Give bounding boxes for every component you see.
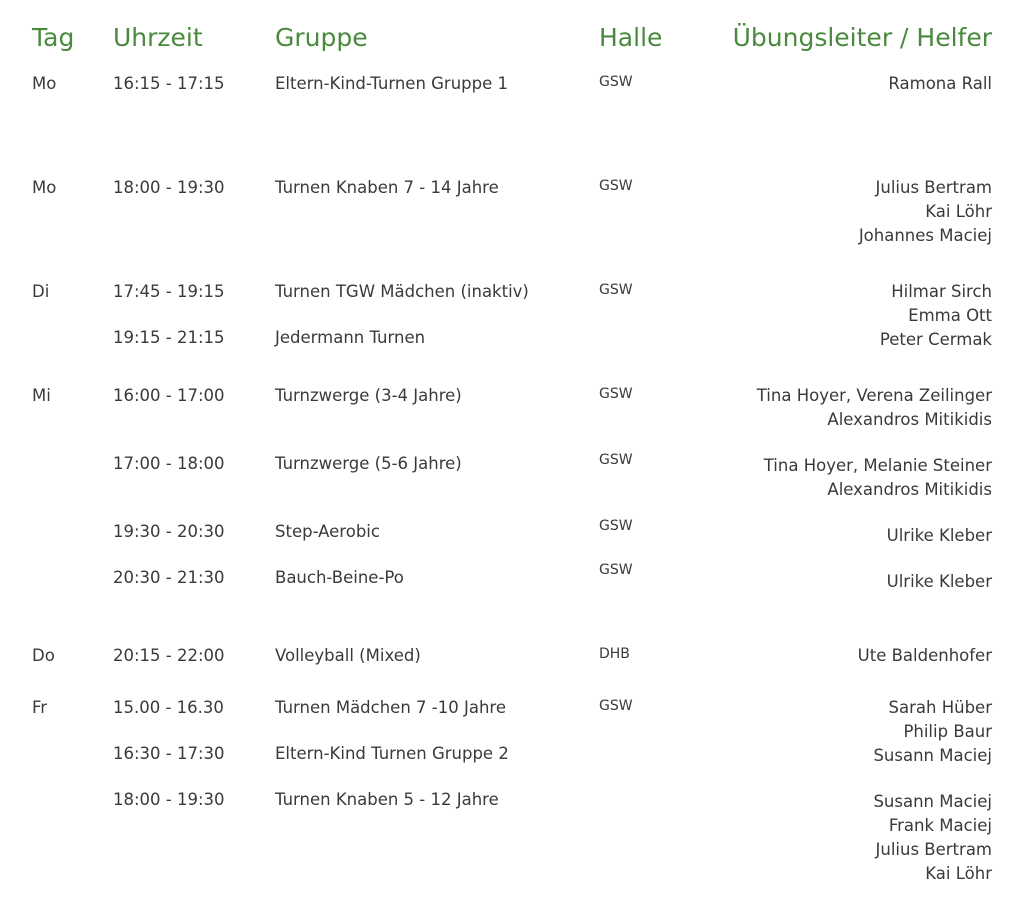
leiter-name: Julius Bertram (875, 840, 992, 859)
row-gruppe: Volleyball (Mixed) (275, 646, 421, 665)
row-uhrzeit: 15.00 - 16.30 (113, 698, 224, 717)
row-uhrzeit: 16:15 - 17:15 (113, 74, 225, 93)
leiter-name: Susann Maciej (873, 746, 992, 765)
leiter-name: Peter Cermak (879, 330, 992, 349)
row-gruppe: Turnzwerge (3-4 Jahre) (275, 386, 462, 405)
leiter-name: Frank Maciej (888, 816, 992, 835)
row-halle: GSW (599, 386, 633, 402)
row-uhrzeit: 20:30 - 21:30 (113, 568, 225, 587)
row-uhrzeit: 17:45 - 19:15 (113, 282, 225, 301)
column-header-leiter: Übungsleiter / Helfer (732, 23, 992, 52)
leiter-name: Kai Löhr (925, 202, 992, 221)
row-tag: Do (32, 646, 55, 665)
leiter-name: Ulrike Kleber (886, 572, 992, 591)
column-header-halle: Halle (599, 23, 663, 52)
row-uhrzeit: 18:00 - 19:30 (113, 790, 225, 809)
row-uhrzeit: 16:00 - 17:00 (113, 386, 225, 405)
row-halle: GSW (599, 282, 633, 298)
leiter-name: Sarah Hüber (888, 698, 992, 717)
leiter-name: Hilmar Sirch (891, 282, 992, 301)
row-tag: Di (32, 282, 50, 301)
leiter-name: Emma Ott (908, 306, 992, 325)
row-gruppe: Step-Aerobic (275, 522, 380, 541)
row-gruppe: Turnen Knaben 5 - 12 Jahre (275, 790, 499, 809)
row-uhrzeit: 17:00 - 18:00 (113, 454, 225, 473)
leiter-name: Alexandros Mitikidis (827, 410, 992, 429)
row-gruppe: Turnzwerge (5-6 Jahre) (275, 454, 462, 473)
row-uhrzeit: 19:15 - 21:15 (113, 328, 225, 347)
row-uhrzeit: 18:00 - 19:30 (113, 178, 225, 197)
row-uhrzeit: 20:15 - 22:00 (113, 646, 225, 665)
leiter-name: Philip Baur (903, 722, 992, 741)
row-gruppe: Turnen Mädchen 7 -10 Jahre (275, 698, 506, 717)
row-halle: GSW (599, 74, 633, 90)
row-uhrzeit: 16:30 - 17:30 (113, 744, 225, 763)
leiter-name: Ute Baldenhofer (857, 646, 992, 665)
leiter-name: Susann Maciej (873, 792, 992, 811)
leiter-name: Johannes Maciej (858, 226, 992, 245)
row-gruppe: Jedermann Turnen (275, 328, 426, 347)
row-gruppe: Bauch-Beine-Po (275, 568, 404, 587)
leiter-name: Tina Hoyer, Verena Zeilinger (756, 386, 992, 405)
row-halle: DHB (599, 646, 630, 662)
row-tag: Mo (32, 178, 57, 197)
row-uhrzeit: 19:30 - 20:30 (113, 522, 225, 541)
row-tag: Mi (32, 386, 51, 405)
row-halle: GSW (599, 698, 633, 714)
row-gruppe: Eltern-Kind-Turnen Gruppe 1 (275, 74, 509, 93)
row-halle: GSW (599, 562, 633, 578)
row-halle: GSW (599, 178, 633, 194)
row-tag: Fr (32, 698, 48, 717)
leiter-name: Alexandros Mitikidis (827, 480, 992, 499)
row-gruppe: Eltern-Kind Turnen Gruppe 2 (275, 744, 509, 763)
row-halle: GSW (599, 518, 633, 534)
row-gruppe: Turnen Knaben 7 - 14 Jahre (275, 178, 499, 197)
column-header-uhrzeit: Uhrzeit (113, 23, 203, 52)
row-gruppe: Turnen TGW Mädchen (inaktiv) (275, 282, 529, 301)
leiter-name: Ramona Rall (888, 74, 992, 93)
row-tag: Mo (32, 74, 57, 93)
row-halle: GSW (599, 452, 633, 468)
leiter-name: Julius Bertram (875, 178, 992, 197)
leiter-name: Ulrike Kleber (886, 526, 992, 545)
column-header-tag: Tag (32, 23, 75, 52)
leiter-name: Tina Hoyer, Melanie Steiner (763, 456, 992, 475)
column-header-gruppe: Gruppe (275, 23, 368, 52)
leiter-name: Kai Löhr (925, 864, 992, 883)
